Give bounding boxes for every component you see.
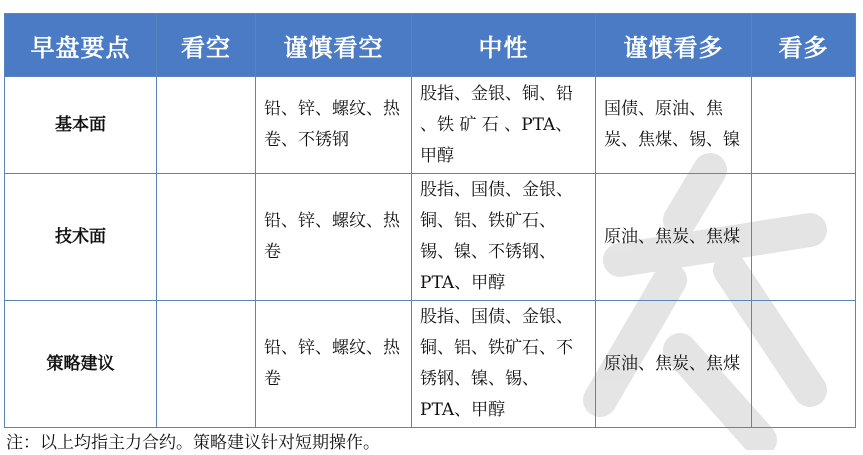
cell-bullish bbox=[752, 301, 856, 428]
cell-cautious-bearish: 铅、锌、螺纹、热卷 bbox=[256, 174, 412, 301]
row-label: 策略建议 bbox=[5, 301, 157, 428]
header-cell-bearish: 看空 bbox=[157, 14, 256, 77]
cell-cautious-bullish: 国债、原油、焦炭、焦煤、锡、镍 bbox=[596, 77, 752, 174]
cell-neutral: 股指、国债、金银、铜、铝、铁矿石、不锈钢、镍、锡、PTA、甲醇 bbox=[412, 301, 596, 428]
cell-bearish bbox=[157, 301, 256, 428]
cell-bullish bbox=[752, 174, 856, 301]
header-cell-bullish: 看多 bbox=[752, 14, 856, 77]
outlook-table bbox=[4, 13, 856, 428]
cell-cautious-bullish: 原油、焦炭、焦煤 bbox=[596, 174, 752, 301]
table-row-strategy bbox=[5, 301, 856, 428]
footnote: 注：以上均指主力合约。策略建议针对短期操作。 bbox=[6, 433, 380, 453]
header-cell-cautious-bearish: 谨慎看空 bbox=[256, 14, 412, 77]
row-label: 基本面 bbox=[5, 77, 157, 174]
cell-cautious-bearish: 铅、锌、螺纹、热卷、不锈钢 bbox=[256, 77, 412, 174]
cell-neutral: 股指、国债、金银、铜、铝、铁矿石、锡、镍、不锈钢、PTA、甲醇 bbox=[412, 174, 596, 301]
header-cell-summary: 早盘要点 bbox=[5, 14, 157, 77]
cell-bullish bbox=[752, 77, 856, 174]
header-cell-cautious-bullish: 谨慎看多 bbox=[596, 14, 752, 77]
cell-bearish bbox=[157, 174, 256, 301]
cell-bearish bbox=[157, 77, 256, 174]
header-cell-neutral: 中性 bbox=[412, 14, 596, 77]
table-row-fundamentals bbox=[5, 77, 856, 174]
row-label: 技术面 bbox=[5, 174, 157, 301]
table-row-technicals bbox=[5, 174, 856, 301]
cell-neutral: 股指、金银、铜、铅 、铁 矿 石 、PTA、甲醇 bbox=[412, 77, 596, 174]
header-row bbox=[5, 14, 856, 77]
cell-cautious-bearish: 铅、锌、螺纹、热卷 bbox=[256, 301, 412, 428]
cell-cautious-bullish: 原油、焦炭、焦煤 bbox=[596, 301, 752, 428]
